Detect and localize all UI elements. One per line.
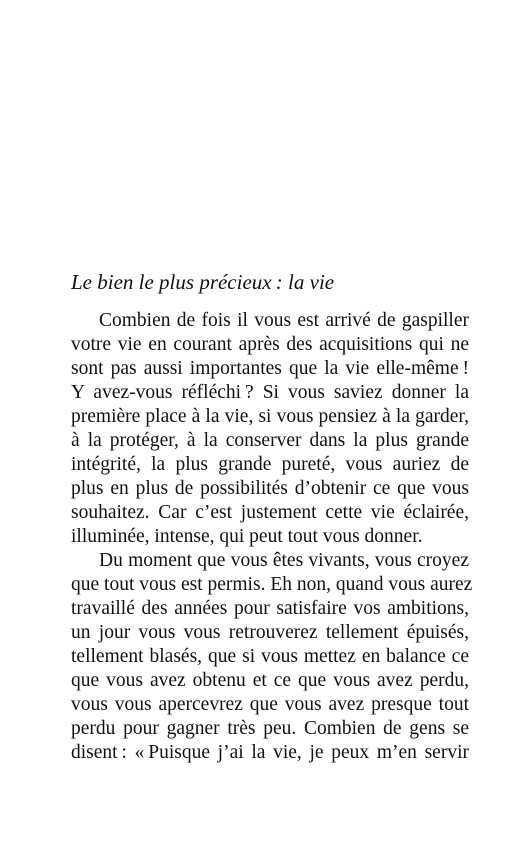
paragraph-2-line-8: perdu pour gagner très peu. Combien de gens se [71, 718, 469, 739]
paragraph-1-line-8: plus en plus de possibilités d’obtenir ce que vous [71, 478, 469, 499]
paragraph-1-line-3: sont pas aussi importantes que la vie elle-même ! [71, 358, 469, 379]
paragraph-2-line-9: disent : « Puisque j’ai la vie, je peux m’en servir [71, 742, 469, 763]
paragraph-2-line-7: vous vous apercevrez que vous avez presque tout [71, 694, 469, 715]
paragraph-1-line-4: Y avez-vous réfléchi ? Si vous saviez donner la [71, 382, 469, 403]
paragraph-2-line-5: tellement blasés, que si vous mettez en balance ce [71, 646, 469, 667]
paragraph-2-line-4: un jour vous vous retrouverez tellement épuisés, [71, 622, 469, 643]
paragraph-1-line-5: première place à la vie, si vous pensiez à la garder, [71, 406, 469, 427]
paragraph-1-line-9: souhaitez. Car c’est justement cette vie éclairée, [71, 502, 469, 523]
paragraph-2-line-6: que vous avez obtenu et ce que vous avez perdu, [71, 670, 469, 691]
paragraph-2-line-3: travaillé des années pour satisfaire vos ambitions, [71, 598, 469, 619]
section-title: Le bien le plus précieux : la vie [71, 270, 335, 294]
paragraph-1-line-2: votre vie en courant après des acquisitions qui ne [71, 334, 469, 355]
paragraph-1-line-6: à la protéger, à la conserver dans la plus grande [71, 430, 469, 451]
paragraph-1-line-7: intégrité, la plus grande pureté, vous auriez de [71, 454, 469, 475]
paragraph-1-line-1: Combien de fois il vous est arrivé de gaspiller [99, 310, 469, 331]
paragraph-2-line-2: que tout vous est permis. Eh non, quand vous aurez [71, 574, 473, 595]
paragraph-2-line-1: Du moment que vous êtes vivants, vous croyez [99, 550, 469, 571]
paragraph-1-line-10: illuminée, intense, qui peut tout vous donner. [71, 526, 423, 547]
